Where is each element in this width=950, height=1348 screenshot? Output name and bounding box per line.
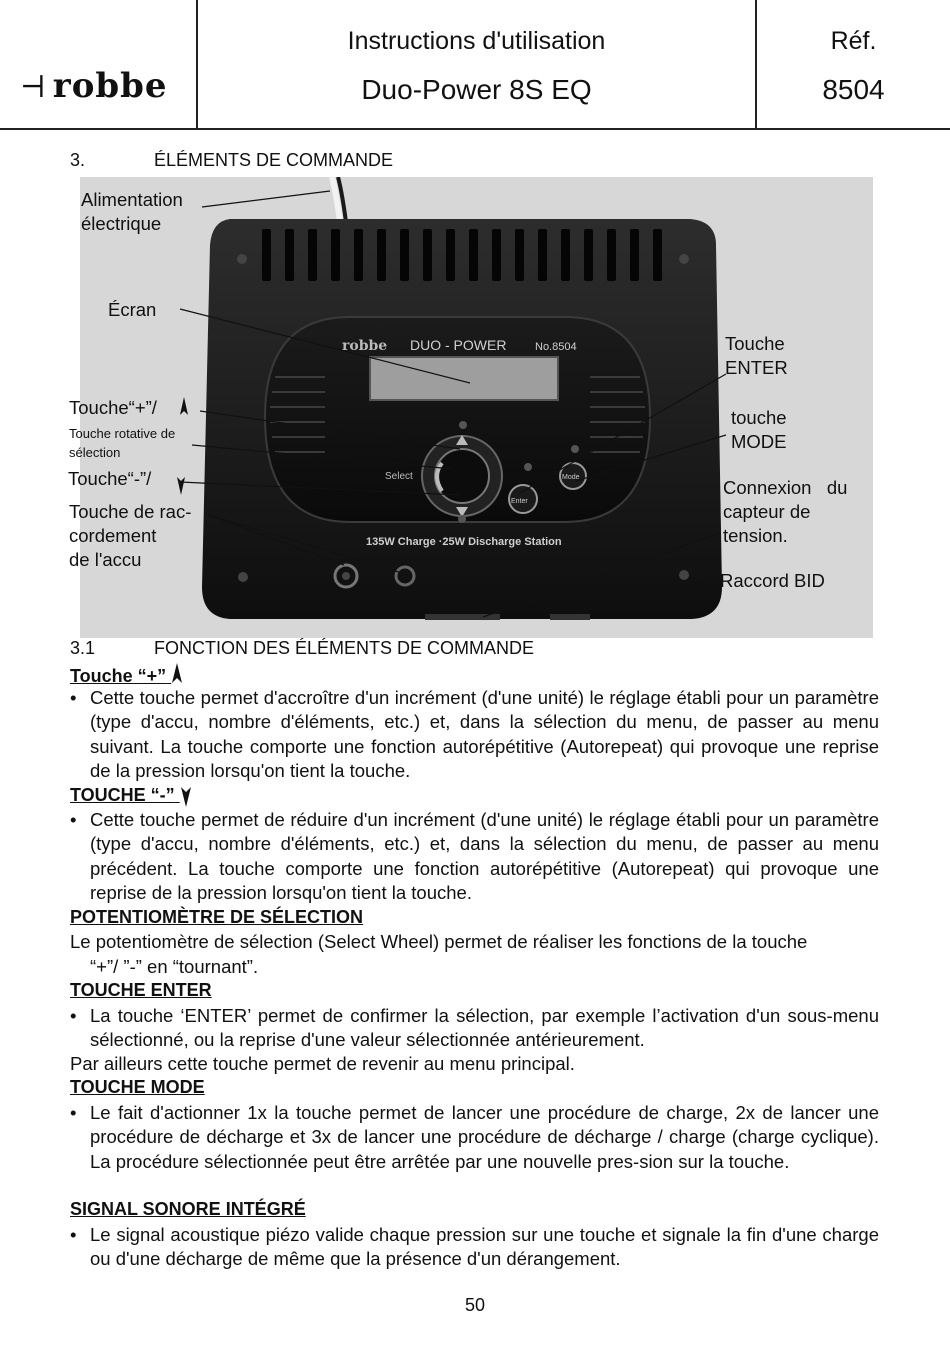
plus-paragraph [70,686,879,784]
mode-heading: TOUCHE MODE [70,1077,205,1097]
plus-heading-text: Touche “+” [70,666,167,686]
mode-paragraph [70,1101,879,1174]
minus-text: Cette touche permet de réduire d'un incrément (d'une unité) le réglage établi pour un paramètre (type d'accu, nombre d'éléments, etc.) et, dans la sélection du menu, de passer au menu précédent. La touche comporte une fonction autorépétitive (Autorepeat) qui provoque une reprise de la pression lorsqu'on tient la touche. [90,809,879,904]
device-select-label: Select [385,471,413,482]
section-title-text: ÉLÉMENTS DE COMMANDE [154,150,394,170]
label-touche-enter-line2: ENTER [725,357,788,378]
minus-heading-text: TOUCHE “-” [70,785,175,805]
label-touche-minus: Touche“-”/ [68,468,152,489]
poti-heading: POTENTIOMÈTRE DE SÉLECTION [70,907,364,927]
arrow-down-icon [177,477,185,495]
label-touche-rotative-line2: sélection [69,445,121,460]
device-model: DUO - POWER [410,337,507,353]
signal-text: Le signal acoustique piézo valide chaque pression sur une touche et signale la fin d'une charge ou d'une décharge de même que la présence d'un dérangement. [90,1224,879,1270]
device-no: No.8504 [535,341,577,353]
bullet: • [70,1005,77,1026]
mode-text: Le fait d'actionner 1x la touche permet de lancer une procédure de charge, 2x de lancer une procédure de décharge et 3x de lancer une procédure de décharge / charge (charge cyclique). La procédure sélectionnée peut être arrêtée par une nouvelle pres-sion sur la touche. [90,1102,879,1172]
enter-heading: TOUCHE ENTER [70,980,212,1000]
header-bottom-rule [0,128,950,130]
label-touche-plus: Touche“+”/ [69,397,157,418]
label-connexion-line3: tension. [723,525,788,546]
plus-heading [70,663,183,687]
label-touche-mode-line1: touche [731,407,787,428]
enter-text: La touche ‘ENTER’ permet de confirmer la sélection, par exemple l’activation d'un sous-menu sélectionné, ou la reprise d'une valeur sélectionnée antérieurement. [90,1005,879,1051]
arrow-up-icon [171,663,183,685]
doc-title: Instructions d'utilisation [347,27,606,55]
device-enter-label: Enter [511,498,528,505]
signal-paragraph [70,1223,879,1272]
label-alimentation-line2: électrique [81,213,162,234]
logo-mark-icon: ⊣ [20,70,47,105]
minus-heading [70,785,192,807]
label-touche-rotative [69,424,175,462]
bullet: • [70,1102,77,1123]
label-touche-raccord [69,500,191,572]
section-number: 3. [70,150,86,170]
label-ecran: Écran [108,299,157,320]
label-connexion-line2: capteur de [723,501,811,522]
label-touche-mode-line2: MODE [731,431,787,452]
bullet: • [70,687,77,708]
plus-text: Cette touche permet d'accroître d'un incrément (d'une unité) le réglage établi pour un paramètre (type d'accu, nombre d'éléments, etc.) et, dans la sélection du menu, de passer au menu suivant. La touche comporte une fonction autorépétitive (Autorepeat) qui provoque une reprise de la pression lorsqu'on tient la touche. [90,687,879,782]
label-touche-raccord-line2: cordement [69,525,157,546]
label-touche-enter [725,332,788,380]
subsection-title [70,638,534,659]
label-touche-raccord-line3: de l'accu [69,549,142,570]
label-alimentation [81,188,183,236]
subsection-number: 3.1 [70,638,96,658]
label-touche-mode [731,406,787,454]
page-number: 50 [464,1295,486,1315]
header-divider-left [196,0,198,130]
poti-text-2: “+”/ ”-” en “tournant”. [90,956,259,977]
header-divider-right [755,0,757,130]
device-brand: robbe [342,338,388,354]
label-connexion-line1: Connexion du [723,477,848,498]
bullet: • [70,1224,77,1245]
product-name: Duo-Power 8S EQ [361,74,592,105]
subsection-title-text: FONCTION DES ÉLÉMENTS DE COMMANDE [154,638,535,658]
label-touche-raccord-line1: Touche de rac- [69,501,192,522]
bullet: • [70,809,77,830]
enter-paragraph [70,1004,879,1053]
label-alimentation-line1: Alimentation [81,189,183,210]
ref-number: 8504 [822,74,885,105]
enter-text-2: Par ailleurs cette touche permet de revenir au menu principal. [70,1053,575,1074]
label-touche-rotative-line1: Touche rotative de [69,426,176,441]
device-mode-label: Mode [562,474,580,481]
robbe-logo [20,66,168,106]
ref-label: Réf. [830,27,877,55]
device-station-text: 135W Charge ·25W Discharge Station [366,536,562,548]
label-raccord-bid: Raccord BID [720,570,825,591]
signal-heading: SIGNAL SONORE INTÉGRÉ [70,1199,306,1219]
logo-text: robbe [52,66,168,106]
label-connexion [723,476,847,548]
minus-paragraph [70,808,879,906]
arrow-down-icon [180,785,192,807]
poti-text-1: Le potentiomètre de sélection (Select Wheel) permet de réaliser les fonctions de la touche [70,931,808,952]
arrow-up-icon [180,397,188,415]
label-touche-enter-line1: Touche [725,333,785,354]
section-title [70,150,393,171]
